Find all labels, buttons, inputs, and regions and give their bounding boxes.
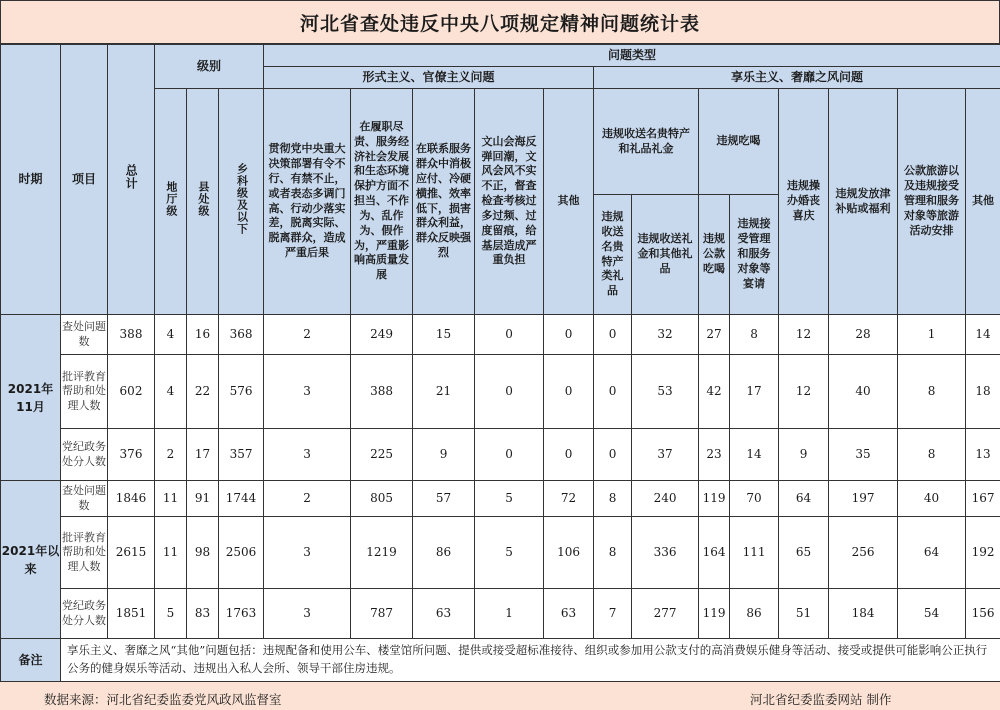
item-header: 项目 [61,45,108,315]
hedonism-col-subsidy: 违规发放津补贴或福利 [829,89,898,315]
value-cell: 3 [264,429,351,481]
note-label: 备注 [1,639,61,682]
formalism-col-3: 在联系服务群众中消极应付、冷硬横推、效率低下，损害群众利益，群众反映强烈 [413,89,475,315]
value-cell: 0 [544,355,594,429]
value-cell: 11 [155,481,187,517]
value-cell: 8 [898,355,966,429]
value-cell: 164 [699,517,730,589]
value-cell: 0 [594,429,632,481]
value-cell: 17 [187,429,219,481]
value-cell: 7 [594,589,632,639]
formalism-col-other: 其他 [544,89,594,315]
value-cell: 9 [779,429,829,481]
value-cell: 16 [187,315,219,355]
value-cell: 1 [898,315,966,355]
hedonism-group-header: 享乐主义、奢靡之风问题 [594,67,1000,89]
value-cell: 40 [829,355,898,429]
value-cell: 9 [413,429,475,481]
table-row [1,481,1000,517]
value-cell: 0 [475,355,544,429]
hedonism-col-wedding: 违规操办婚丧喜庆 [779,89,829,315]
value-cell: 5 [475,481,544,517]
value-cell: 1851 [108,589,155,639]
value-cell: 3 [264,517,351,589]
value-cell: 368 [219,315,264,355]
value-cell: 2506 [219,517,264,589]
value-cell: 54 [898,589,966,639]
value-cell: 192 [966,517,1000,589]
value-cell: 2 [155,429,187,481]
value-cell: 86 [413,517,475,589]
gift-col-cash: 违规收送礼金和其他礼品 [632,195,699,315]
value-cell: 5 [155,589,187,639]
data-rows [1,315,1000,639]
value-cell: 21 [413,355,475,429]
value-cell: 156 [966,589,1000,639]
value-cell: 98 [187,517,219,589]
value-cell: 0 [475,315,544,355]
hedonism-col-other: 其他 [966,89,1000,315]
value-cell: 22 [187,355,219,429]
value-cell: 787 [351,589,413,639]
value-cell: 51 [779,589,829,639]
row-label: 查处问题数 [61,315,108,355]
note-text: 享乐主义、奢靡之风“其他”问题包括：违规配备和使用公车、楼堂馆所问题、提供或接受超标准接待、组织或参加用公款支付的高消费娱乐健身等活动、接受或提供可能影响公正执行公务的健身娱乐等活动、违规出入私人会所、领导干部住房违规。 [61,639,1000,682]
value-cell: 2 [264,315,351,355]
value-cell: 86 [730,589,779,639]
table-row [1,355,1000,429]
hedonism-col-travel: 公款旅游以及违规接受管理和服务对象等旅游活动安排 [898,89,966,315]
value-cell: 1219 [351,517,413,589]
table-row [1,429,1000,481]
table-row [1,589,1000,639]
value-cell: 70 [730,481,779,517]
value-cell: 240 [632,481,699,517]
value-cell: 2615 [108,517,155,589]
formalism-col-4: 文山会海反弹回潮，文风会风不实不正，督查检查考核过多过频、过度留痕，给基层造成严重负担 [475,89,544,315]
table-row [1,315,1000,355]
value-cell: 119 [699,481,730,517]
period-header: 时期 [1,45,61,315]
value-cell: 11 [155,517,187,589]
value-cell: 14 [966,315,1000,355]
value-cell: 3 [264,355,351,429]
value-cell: 2 [264,481,351,517]
value-cell: 28 [829,315,898,355]
value-cell: 4 [155,355,187,429]
value-cell: 64 [898,517,966,589]
value-cell: 12 [779,355,829,429]
dining-col-banquet: 违规接受管理和服务对象等宴请 [730,195,779,315]
value-cell: 1744 [219,481,264,517]
value-cell: 388 [108,315,155,355]
value-cell: 0 [594,355,632,429]
value-cell: 184 [829,589,898,639]
value-cell: 8 [898,429,966,481]
value-cell: 42 [699,355,730,429]
value-cell: 53 [632,355,699,429]
value-cell: 111 [730,517,779,589]
value-cell: 256 [829,517,898,589]
value-cell: 1846 [108,481,155,517]
value-cell: 64 [779,481,829,517]
value-cell: 376 [108,429,155,481]
period-cell: 2021年11月 [1,315,61,481]
total-header-label: 总计 [124,164,139,191]
level-col-township [219,89,264,315]
value-cell: 336 [632,517,699,589]
value-cell: 8 [594,517,632,589]
level-col-county [187,89,219,315]
table-title: 河北省查处违反中央八项规定精神问题统计表 [0,0,1000,44]
table-row [1,517,1000,589]
row-label: 党纪政务处分人数 [61,429,108,481]
dining-col-public-funds: 违规公款吃喝 [699,195,730,315]
data-source: 数据来源：河北省纪委监委党风政风监督室 [44,692,282,707]
value-cell: 602 [108,355,155,429]
statistics-table [0,44,1000,682]
value-cell: 0 [475,429,544,481]
value-cell: 14 [730,429,779,481]
value-cell: 805 [351,481,413,517]
row-label: 查处问题数 [61,481,108,517]
value-cell: 17 [730,355,779,429]
level-col-prefecture [155,89,187,315]
value-cell: 1763 [219,589,264,639]
value-cell: 388 [351,355,413,429]
value-cell: 63 [413,589,475,639]
value-cell: 357 [219,429,264,481]
value-cell: 4 [155,315,187,355]
total-header [108,45,155,315]
value-cell: 8 [730,315,779,355]
row-label: 批评教育帮助和处理人数 [61,355,108,429]
value-cell: 8 [594,481,632,517]
level-col-label: 乡科级及以下 [235,163,249,236]
value-cell: 15 [413,315,475,355]
period-cell: 2021年以来 [1,481,61,639]
row-label: 党纪政务处分人数 [61,589,108,639]
value-cell: 35 [829,429,898,481]
formalism-group-header: 形式主义、官僚主义问题 [264,67,594,89]
value-cell: 1 [475,589,544,639]
value-cell: 13 [966,429,1000,481]
value-cell: 5 [475,517,544,589]
value-cell: 91 [187,481,219,517]
level-col-label: 县处级 [196,181,210,218]
producer-credit: 河北省纪委监委网站 制作 [750,692,892,707]
value-cell: 167 [966,481,1000,517]
value-cell: 65 [779,517,829,589]
row-label: 批评教育帮助和处理人数 [61,517,108,589]
value-cell: 225 [351,429,413,481]
value-cell: 3 [264,589,351,639]
value-cell: 32 [632,315,699,355]
value-cell: 27 [699,315,730,355]
formalism-col-2: 在履职尽责、服务经济社会发展和生态环境保护方面不担当、不作为、乱作为、假作为，严重影响高质量发展 [351,89,413,315]
value-cell: 249 [351,315,413,355]
value-cell: 277 [632,589,699,639]
value-cell: 576 [219,355,264,429]
value-cell: 23 [699,429,730,481]
level-header: 级别 [155,45,264,89]
value-cell: 106 [544,517,594,589]
value-cell: 72 [544,481,594,517]
value-cell: 0 [544,429,594,481]
value-cell: 12 [779,315,829,355]
problem-type-header: 问题类型 [264,45,1000,67]
value-cell: 18 [966,355,1000,429]
footer [0,686,1000,710]
level-col-label: 地厅级 [164,181,178,218]
gift-group-header: 违规收送名贵特产和礼品礼金 [594,89,699,195]
formalism-col-1: 贯彻党中央重大决策部署有令不行、有禁不止，或者表态多调门高、行动少落实差，脱离实际、脱离群众，造成严重后果 [264,89,351,315]
gift-col-specialty: 违规收送名贵特产类礼品 [594,195,632,315]
value-cell: 0 [594,315,632,355]
value-cell: 197 [829,481,898,517]
value-cell: 57 [413,481,475,517]
value-cell: 37 [632,429,699,481]
value-cell: 40 [898,481,966,517]
dining-group-header: 违规吃喝 [699,89,779,195]
value-cell: 0 [544,315,594,355]
value-cell: 63 [544,589,594,639]
value-cell: 83 [187,589,219,639]
value-cell: 119 [699,589,730,639]
